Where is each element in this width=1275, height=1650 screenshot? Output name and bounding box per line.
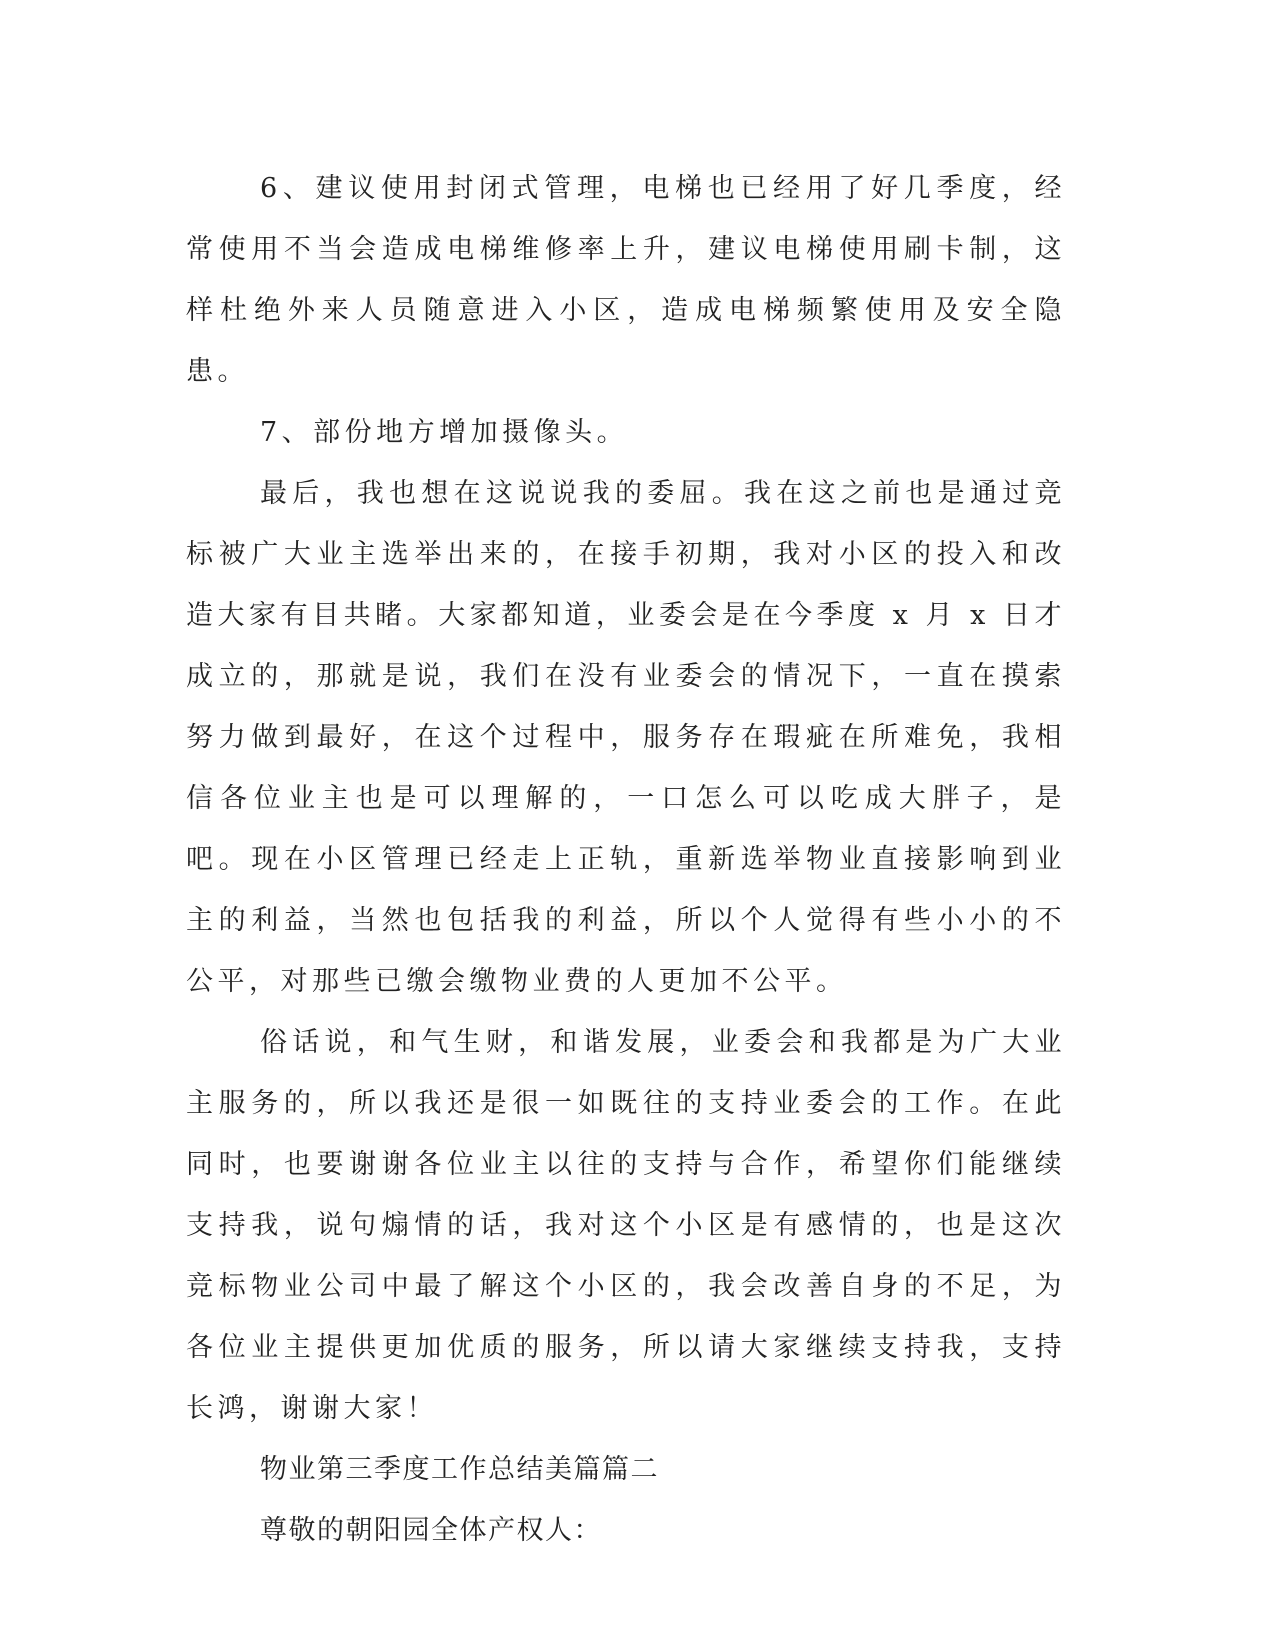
paragraph-suggestion-7: 7、部份地方增加摄像头。 [260, 417, 629, 448]
section-title: 物业第三季度工作总结美篇篇二 [260, 1454, 659, 1485]
paragraph-closing: 俗话说，和气生财，和谐发展，业委会和我都是为广大业主服务的，所以我还是很一如既往的支持业委会的工作。在此同时，也要谢谢各位业主以往的支持与合作，希望你们能继续支持我，说句煽情的话，我对这个小区是有感情的，也是这次竞标物业公司中最了解这个小区的，我会改善自身的不足，为各位业主提供更加优质的服务，所以请大家继续支持我，支持长鸿，谢谢大家！ [186, 1027, 1066, 1424]
paragraph-grievance: 最后，我也想在这说说我的委屈。我在这之前也是通过竞标被广大业主选举出来的，在接手初期，我对小区的投入和改造大家有目共睹。大家都知道，业委会是在今季度 x 月 x 日才成立的，那就是说，我们在没有业委会的情况下，一直在摸索努力做到最好，在这个过程中，服务存在瑕疵在所难免，我相信各位业主也是可以理解的，一口怎么可以吃成大胖子，是吧。现在小区管理已经走上正轨，重新选举物业直接影响到业主的利益，当然也包括我的利益，所以个人觉得有些小小的不公平，对那些已缴会缴物业费的人更加不公平。 [186, 478, 1066, 997]
salutation: 尊敬的朝阳园全体产权人： [260, 1515, 602, 1546]
paragraph-suggestion-6: 6、建议使用封闭式管理，电梯也已经用了好几季度，经常使用不当会造成电梯维修率上升，建议电梯使用刷卡制，这样杜绝外来人员随意进入小区，造成电梯频繁使用及安全隐患。 [186, 173, 1066, 387]
document-body [186, 158, 1066, 1561]
